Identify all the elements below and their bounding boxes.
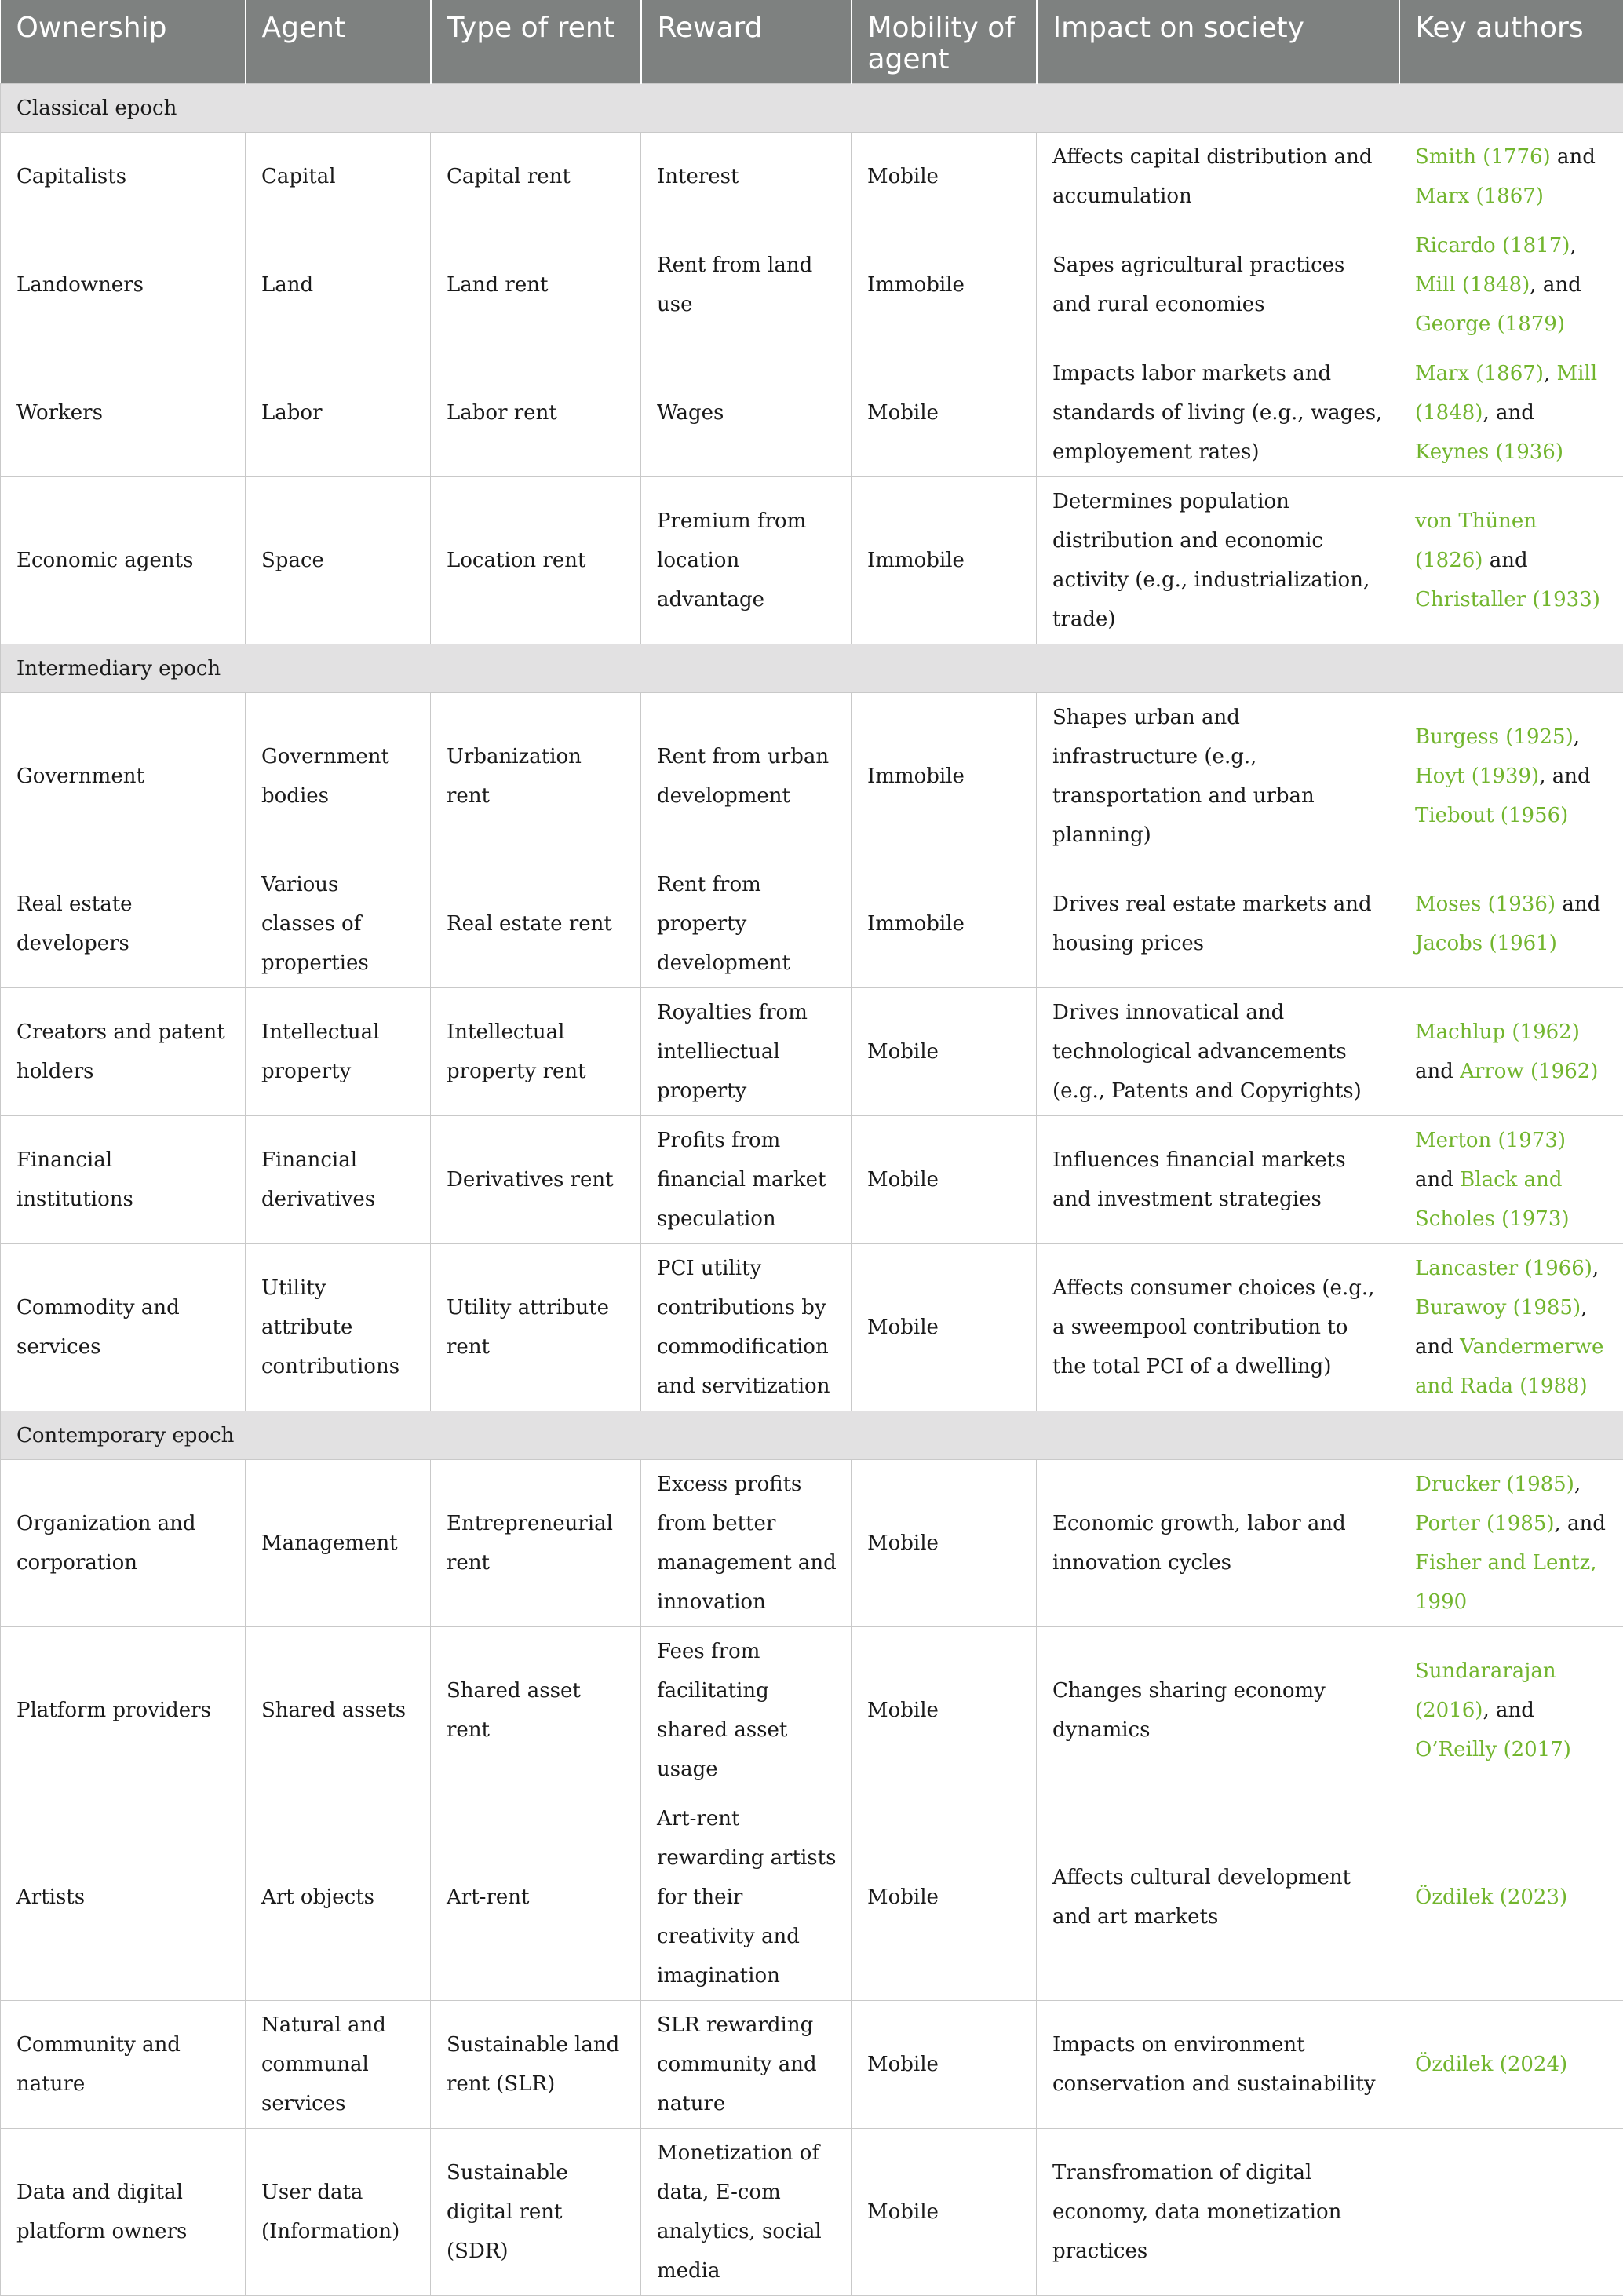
cell-reward: PCI utility contributions by commodification and servitization — [641, 1244, 852, 1411]
citation-link[interactable]: Merton (1973) — [1415, 1129, 1566, 1152]
cell-ownership: Creators and patent holders — [1, 988, 246, 1116]
citation-link[interactable]: O’Reilly (2017) — [1415, 1738, 1571, 1761]
cell-mobility: Mobile — [852, 1244, 1037, 1411]
cell-reward: SLR rewarding community and nature — [641, 2001, 852, 2129]
cell-impact: Influences financial markets and investment strategies — [1037, 1116, 1399, 1244]
citation-separator: and — [1415, 1168, 1460, 1192]
cell-mobility: Mobile — [852, 988, 1037, 1116]
cell-type-of-rent: Real estate rent — [431, 860, 641, 988]
table-row — [1, 1627, 1623, 1794]
table-row — [1, 221, 1623, 349]
cell-mobility: Mobile — [852, 133, 1037, 221]
table-row — [1, 1460, 1623, 1627]
cell-mobility: Immobile — [852, 860, 1037, 988]
citation-link[interactable]: Moses (1936) — [1415, 892, 1556, 916]
cell-ownership: Commodity and services — [1, 1244, 246, 1411]
epoch-row — [1, 644, 1623, 693]
cell-ownership: Government — [1, 693, 246, 860]
citation-separator: , and — [1483, 401, 1534, 425]
cell-type-of-rent: Sustainable land rent (SLR) — [431, 2001, 641, 2129]
cell-key-authors — [1399, 1116, 1623, 1244]
cell-type-of-rent: Intellectual property rent — [431, 988, 641, 1116]
cell-ownership: Community and nature — [1, 2001, 246, 2129]
cell-type-of-rent: Utility attribute rent — [431, 1244, 641, 1411]
cell-agent: Land — [246, 221, 431, 349]
cell-agent: Management — [246, 1460, 431, 1627]
cell-mobility: Mobile — [852, 2129, 1037, 2296]
cell-mobility: Mobile — [852, 349, 1037, 477]
cell-type-of-rent: Art-rent — [431, 1794, 641, 2001]
cell-type-of-rent: Sustainable digital rent (SDR) — [431, 2129, 641, 2296]
citation-separator: and — [1415, 1060, 1460, 1083]
cell-agent: Financial derivatives — [246, 1116, 431, 1244]
cell-ownership: Capitalists — [1, 133, 246, 221]
cell-reward: Monetization of data, E-com analytics, social media — [641, 2129, 852, 2296]
cell-key-authors — [1399, 1460, 1623, 1627]
citation-separator: and — [1551, 145, 1596, 169]
citation-link[interactable]: Smith (1776) — [1415, 145, 1551, 169]
cell-mobility: Mobile — [852, 1116, 1037, 1244]
citation-separator: , — [1574, 725, 1580, 749]
header-reward: Reward — [641, 0, 852, 84]
citation-link[interactable]: Özdilek (2024) — [1415, 2053, 1567, 2076]
citation-link[interactable]: Marx (1867) — [1415, 362, 1544, 385]
citation-link[interactable]: Porter (1985) — [1415, 1512, 1555, 1535]
cell-mobility: Mobile — [852, 1794, 1037, 2001]
table-row — [1, 133, 1623, 221]
citation-separator: , and — [1483, 1699, 1534, 1722]
cell-agent: Intellectual property — [246, 988, 431, 1116]
cell-type-of-rent: Shared asset rent — [431, 1627, 641, 1794]
cell-agent: Art objects — [246, 1794, 431, 2001]
citation-link[interactable]: Fisher and Lentz, 1990 — [1415, 1551, 1597, 1614]
cell-reward: Fees from facilitating shared asset usage — [641, 1627, 852, 1794]
cell-key-authors — [1399, 2001, 1623, 2129]
cell-ownership: Data and digital platform owners — [1, 2129, 246, 2296]
cell-impact: Sapes agricultural practices and rural economies — [1037, 221, 1399, 349]
cell-ownership: Workers — [1, 349, 246, 477]
epoch-title: Classical epoch — [1, 84, 1623, 133]
cell-type-of-rent: Land rent — [431, 221, 641, 349]
cell-ownership: Landowners — [1, 221, 246, 349]
citation-separator: , and — [1555, 1512, 1606, 1535]
table-row — [1, 349, 1623, 477]
cell-agent: Labor — [246, 349, 431, 477]
cell-mobility: Immobile — [852, 693, 1037, 860]
citation-link[interactable]: Drucker (1985) — [1415, 1473, 1574, 1496]
citation-separator: , and — [1415, 1296, 1587, 1359]
cell-agent: User data (Information) — [246, 2129, 431, 2296]
table-row — [1, 477, 1623, 644]
cell-mobility: Immobile — [852, 221, 1037, 349]
table-body — [1, 84, 1623, 2296]
citation-link[interactable]: von Thünen (1826) — [1415, 509, 1537, 572]
citation-link[interactable]: Ricardo (1817) — [1415, 234, 1570, 257]
table-row — [1, 1244, 1623, 1411]
table-row — [1, 860, 1623, 988]
header-impact: Impact on society — [1037, 0, 1399, 84]
header-mobility: Mobility of agent — [852, 0, 1037, 84]
cell-ownership: Platform providers — [1, 1627, 246, 1794]
cell-type-of-rent: Urbanization rent — [431, 693, 641, 860]
cell-reward: Wages — [641, 349, 852, 477]
citation-link[interactable]: Arrow (1962) — [1460, 1060, 1598, 1083]
cell-ownership: Financial institutions — [1, 1116, 246, 1244]
header-row — [1, 0, 1623, 84]
cell-key-authors — [1399, 221, 1623, 349]
cell-reward: Art-rent rewarding artists for their creativity and imagination — [641, 1794, 852, 2001]
citation-separator: , — [1592, 1257, 1599, 1280]
cell-reward: Rent from property development — [641, 860, 852, 988]
citation-link[interactable]: Burgess (1925) — [1415, 725, 1574, 749]
cell-impact: Drives real estate markets and housing prices — [1037, 860, 1399, 988]
citation-separator: , — [1574, 1473, 1581, 1496]
cell-impact: Determines population distribution and economic activity (e.g., industrialization, trade) — [1037, 477, 1399, 644]
citation-link[interactable]: Christaller (1933) — [1415, 588, 1600, 611]
table-row — [1, 2129, 1623, 2296]
cell-impact: Economic growth, labor and innovation cycles — [1037, 1460, 1399, 1627]
cell-type-of-rent: Capital rent — [431, 133, 641, 221]
citation-separator: , and — [1539, 765, 1590, 788]
cell-key-authors — [1399, 860, 1623, 988]
table-row — [1, 1116, 1623, 1244]
cell-mobility: Mobile — [852, 1460, 1037, 1627]
citation-link[interactable]: Machlup (1962) — [1415, 1020, 1580, 1044]
cell-key-authors — [1399, 988, 1623, 1116]
cell-mobility: Mobile — [852, 1627, 1037, 1794]
cell-impact: Impacts labor markets and standards of living (e.g., wages, employement rates) — [1037, 349, 1399, 477]
cell-ownership: Economic agents — [1, 477, 246, 644]
cell-reward: Profits from financial market speculation — [641, 1116, 852, 1244]
header-key-authors: Key authors — [1399, 0, 1623, 84]
citation-link[interactable]: Tiebout (1956) — [1415, 804, 1568, 827]
table-row — [1, 988, 1623, 1116]
cell-impact: Affects consumer choices (e.g., a sweempool contribution to the total PCI of a dwelling) — [1037, 1244, 1399, 1411]
cell-ownership: Organization and corporation — [1, 1460, 246, 1627]
cell-impact: Impacts on environment conservation and sustainability — [1037, 2001, 1399, 2129]
citation-separator: and — [1483, 549, 1527, 572]
cell-impact: Transfromation of digital economy, data monetization practices — [1037, 2129, 1399, 2296]
cell-mobility: Mobile — [852, 2001, 1037, 2129]
citation-link[interactable]: George (1879) — [1415, 312, 1565, 336]
epoch-row — [1, 84, 1623, 133]
citation-link[interactable]: Burawoy (1985) — [1415, 1296, 1581, 1320]
citation-separator: and — [1556, 892, 1600, 916]
citation-link[interactable]: Sundararajan (2016) — [1415, 1659, 1556, 1722]
cell-impact: Affects capital distribution and accumulation — [1037, 133, 1399, 221]
cell-reward: Royalties from intelliectual property — [641, 988, 852, 1116]
citation-link[interactable]: Lancaster (1966) — [1415, 1257, 1592, 1280]
cell-mobility: Immobile — [852, 477, 1037, 644]
citation-link[interactable]: Marx (1867) — [1415, 184, 1544, 208]
cell-reward: Interest — [641, 133, 852, 221]
header-ownership: Ownership — [1, 0, 246, 84]
table-row — [1, 1794, 1623, 2001]
cell-impact: Affects cultural development and art markets — [1037, 1794, 1399, 2001]
cell-ownership: Artists — [1, 1794, 246, 2001]
cell-agent: Government bodies — [246, 693, 431, 860]
header-agent: Agent — [246, 0, 431, 84]
cell-type-of-rent: Entrepreneurial rent — [431, 1460, 641, 1627]
citation-link[interactable]: Vandermerwe and Rada (1988) — [1415, 1335, 1603, 1398]
cell-key-authors — [1399, 477, 1623, 644]
cell-impact: Changes sharing economy dynamics — [1037, 1627, 1399, 1794]
cell-reward: Premium from location advantage — [641, 477, 852, 644]
cell-agent: Space — [246, 477, 431, 644]
cell-key-authors — [1399, 2129, 1623, 2296]
cell-key-authors — [1399, 133, 1623, 221]
citation-link[interactable]: Keynes (1936) — [1415, 440, 1563, 464]
cell-key-authors — [1399, 349, 1623, 477]
epoch-title: Contemporary epoch — [1, 1411, 1623, 1460]
cell-key-authors — [1399, 1794, 1623, 2001]
cell-impact: Shapes urban and infrastructure (e.g., transportation and urban planning) — [1037, 693, 1399, 860]
cell-type-of-rent: Location rent — [431, 477, 641, 644]
citation-link[interactable]: Jacobs (1961) — [1415, 932, 1557, 955]
cell-reward: Excess profits from better management and innovation — [641, 1460, 852, 1627]
table-row — [1, 693, 1623, 860]
citation-separator: , and — [1530, 273, 1581, 297]
cell-type-of-rent: Derivatives rent — [431, 1116, 641, 1244]
cell-key-authors — [1399, 1244, 1623, 1411]
epoch-row — [1, 1411, 1623, 1460]
table-row — [1, 2001, 1623, 2129]
cell-agent: Natural and communal services — [246, 2001, 431, 2129]
cell-impact: Drives innovatical and technological advancements (e.g., Patents and Copyrights) — [1037, 988, 1399, 1116]
cell-reward: Rent from urban development — [641, 693, 852, 860]
cell-agent: Utility attribute contributions — [246, 1244, 431, 1411]
cell-key-authors — [1399, 693, 1623, 860]
cell-ownership: Real estate developers — [1, 860, 246, 988]
cell-agent: Shared assets — [246, 1627, 431, 1794]
epoch-title: Intermediary epoch — [1, 644, 1623, 693]
citation-link[interactable]: Black and Scholes (1973) — [1415, 1168, 1570, 1231]
citation-link[interactable]: Mill (1848) — [1415, 362, 1597, 425]
cell-reward: Rent from land use — [641, 221, 852, 349]
cell-key-authors — [1399, 1627, 1623, 1794]
citation-link[interactable]: Hoyt (1939) — [1415, 765, 1539, 788]
header-type-of-rent: Type of rent — [431, 0, 641, 84]
citation-separator: , — [1570, 234, 1576, 257]
cell-agent: Various classes of properties — [246, 860, 431, 988]
citation-link[interactable]: Özdilek (2023) — [1415, 1885, 1567, 1909]
citation-link[interactable]: Mill (1848) — [1415, 273, 1530, 297]
cell-agent: Capital — [246, 133, 431, 221]
citation-separator: , — [1544, 362, 1557, 385]
cell-type-of-rent: Labor rent — [431, 349, 641, 477]
